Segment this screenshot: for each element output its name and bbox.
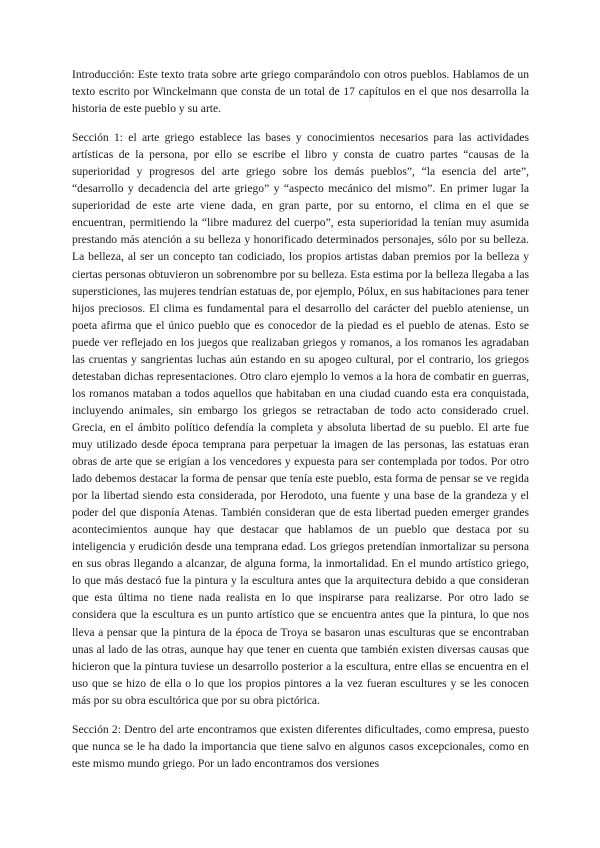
paragraph-seccion-2: Sección 2: Dentro del arte encontramos que existen diferentes dificultades, como empresa, puesto que nunca se le ha dado la importancia que tiene salvo en algunos casos excepcionales, como en este mismo mundo griego. Por un lado encontramos dos versiones [72, 722, 529, 770]
paragraph-introduccion: Introducción: Este texto trata sobre arte griego comparándolo con otros pueblos. Hablamos de un texto escrito por Winckelmann que consta de un total de 17 capítulos en el que nos desarrolla la historia de este pueblo y su arte. [72, 68, 529, 116]
paragraph-seccion-1: Sección 1: el arte griego establece las bases y conocimientos necesarios para las actividades artísticas de la persona, por ello se escribe el libro y consta de cuatro partes “causas de la superioridad y progresos del arte griego sobre los demás pueblos”, “la esencia del arte”, “desarrollo y decadencia del arte griego” y “aspecto mecánico del mismo”. En primer lugar la superioridad de este arte viene dada, en gran parte, por su entorno, el clima en el que se encuentran, permitiendo la “libre madurez del cuerpo”, esta superioridad la tenían muy asumida prestando más atención a su belleza y honorificado determinados personajes, sólo por su belleza. La belleza, al ser un concepto tan codiciado, los propios artistas daban premios por la belleza y ciertas personas obtuvieron un sobrenombre por su belleza. Esta estima por la belleza llegaba a las supersticiones, las mujeres tendrían estatuas de, por ejemplo, Pólux, en sus habitaciones para tener hijos preciosos. El clima es fundamental para el desarrollo del carácter del pueblo ateniense, un poeta afirma que el único pueblo que es conocedor de la piedad es el pueblo de atenas. Esto se puede ver reflejado en los juegos que realizaban griegos y romanos, a los romanos les agradaban las cruentas y sangrientas luchas aún estando en su apogeo cultural, por el contrario, los griegos detestaban dichas representaciones. Otro claro ejemplo lo vemos a la hora de combatir en guerras, los romanos mataban a todos aquellos que habitaban en una ciudad cuando esta era conquistada, incluyendo animales, sin embargo los griegos se retractaban de todo acto considerado cruel. Grecia, en el ámbito político defendía la completa y absoluta libertad de su pueblo. El arte fue muy utilizado desde época temprana para perpetuar la imagen de las personas, las estatuas eran obras de arte que se erigían a los vencedores y expuesta para ser contemplada por todos. Por otro lado debemos destacar la forma de pensar que tenía este pueblo, esta forma de pensar se ve regida por la libertad siendo esta considerada, por Herodoto, una fuente y una base de la grandeza y el poder del que disponía Atenas. También consideran que de esta libertad pueden emerger grandes acontecimientos aunque hay que destacar que hablamos de un pueblo que destaca por su inteligencia y erudición desde una temprana edad. Los griegos pretendían inmortalizar su persona en sus obras llegando a alcanzar, de alguna forma, la inmortalidad. En el mundo artístico griego, lo que más destacó fue la pintura y la escultura antes que la arquitectura debido a que consideran que esta última no tiene nada realista en lo que inspirarse para realizarse. Por otro lado se considera que la escultura es un punto artístico que se encuentra antes que la pintura, lo que nos lleva a pensar que la pintura de la época de Troya se basaron unas esculturas que se encontraban unas al lado de las otras, aunque hay que tener en cuenta que también existen diversas causas que hicieron que la pintura tuviese un desarrollo posterior a la escultura, entre ellas se encuentra en el uso que se hizo de ella o lo que los propios pintores a la vez fueran escultures y se les conocen más por su obra escultórica que por su obra pictórica. [72, 131, 529, 707]
document-page [72, 66, 529, 772]
